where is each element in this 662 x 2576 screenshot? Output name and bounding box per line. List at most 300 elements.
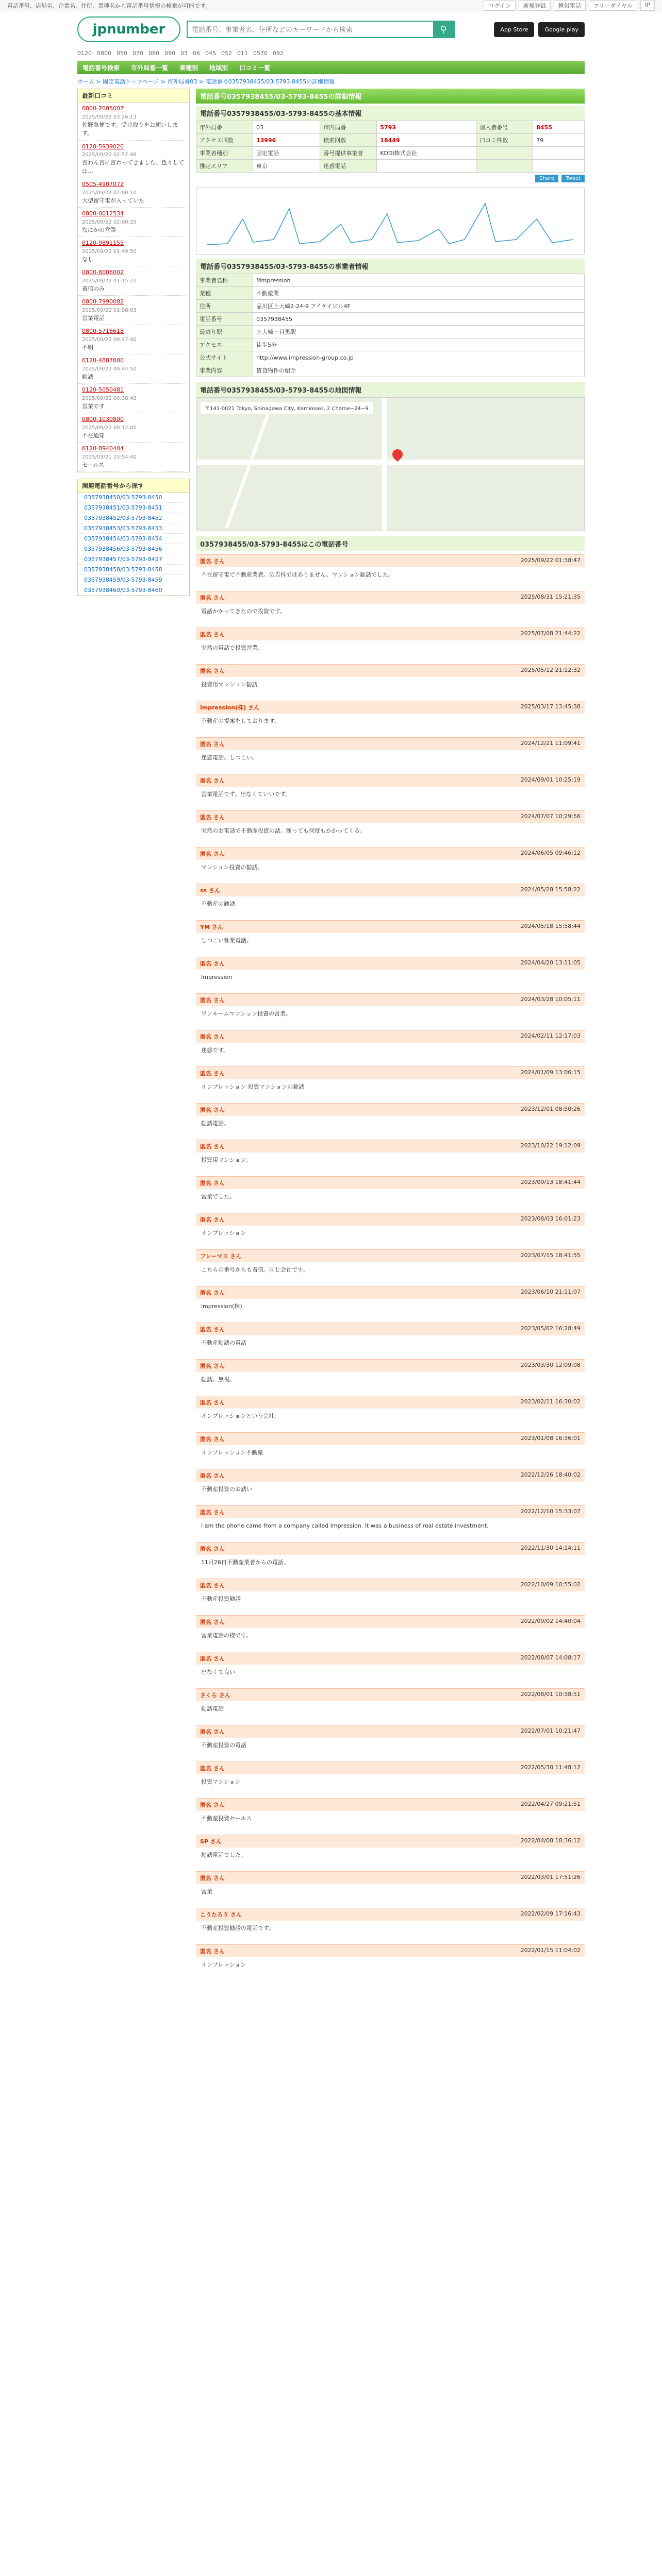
review-header bbox=[196, 1798, 585, 1811]
basic-info-cell: 固定電話 bbox=[253, 147, 320, 160]
review-date: 2024/05/28 15:58:22 bbox=[520, 886, 581, 893]
business-info-key: 公式サイト bbox=[196, 351, 253, 364]
basic-info-table bbox=[196, 121, 585, 173]
review-item bbox=[196, 1725, 585, 1758]
review-item bbox=[196, 993, 585, 1027]
review-date: 2024/04/20 13:11:05 bbox=[520, 959, 581, 966]
side-entry-text: セールス bbox=[82, 461, 105, 468]
review-text: 不動産投資セールス bbox=[201, 1815, 252, 1822]
main-nav-item[interactable]: 電話番号検索 bbox=[82, 64, 120, 72]
review-header bbox=[196, 1323, 585, 1335]
review-author: 匿名 さん bbox=[200, 1399, 225, 1406]
business-info-key: 事業者名称 bbox=[196, 274, 253, 287]
basic-info-cell bbox=[476, 147, 533, 160]
side-entry bbox=[78, 103, 189, 141]
business-info-key: 最寄り駅 bbox=[196, 326, 253, 338]
review-date: 2023/05/02 16:28:49 bbox=[520, 1325, 581, 1332]
review-author: 匿名 さん bbox=[200, 1655, 225, 1662]
basic-info-cell bbox=[377, 160, 476, 173]
review-author: こうたろう さん bbox=[200, 1911, 242, 1918]
basic-info-cell: 迷惑電話 bbox=[320, 160, 377, 173]
related-number-link[interactable]: 0357938458/03-5793-8458 bbox=[78, 565, 189, 575]
top-link[interactable]: IP bbox=[640, 1, 655, 11]
map-title: 電話番号0357938455/03-5793-8455の地図情報 bbox=[196, 382, 585, 397]
side-entry bbox=[78, 178, 189, 208]
related-number-link[interactable]: 0357938452/03-5793-8452 bbox=[78, 513, 189, 523]
map[interactable] bbox=[196, 397, 585, 531]
review-item bbox=[196, 1432, 585, 1466]
review-item bbox=[196, 737, 585, 771]
review-author: YM さん bbox=[200, 924, 223, 930]
review-item bbox=[196, 774, 585, 807]
reviews-list bbox=[196, 554, 585, 1978]
review-date: 2025/07/08 21:44:22 bbox=[520, 630, 581, 637]
review-header bbox=[196, 847, 585, 860]
review-header bbox=[196, 920, 585, 933]
main-nav-item[interactable]: 口コミ一覧 bbox=[239, 64, 271, 72]
basic-info-cell: 03 bbox=[253, 121, 320, 134]
side-entry bbox=[78, 384, 189, 413]
business-info-key: 電話番号 bbox=[196, 313, 253, 326]
side-entry-number[interactable]: 0800-7005007 bbox=[82, 105, 124, 112]
review-text: インプレッションという会社。 bbox=[201, 1413, 280, 1419]
review-item bbox=[196, 920, 585, 954]
review-header bbox=[196, 1542, 585, 1555]
business-info-value: 不動産業 bbox=[253, 287, 585, 300]
side-entry-text: 不在通知 bbox=[82, 432, 105, 439]
related-numbers-box bbox=[77, 479, 190, 596]
basic-info-cell: 口コミ件数 bbox=[476, 134, 533, 147]
site-logo[interactable]: jpnumber bbox=[77, 16, 180, 42]
review-text: 不動産勧誘の電話 bbox=[201, 1340, 246, 1346]
tagline: 電話番号、店舗名、企業名、住所、業種名から電話番号情報の検索が可能です。 bbox=[7, 2, 211, 9]
review-author: 匿名 さん bbox=[200, 1107, 225, 1113]
review-author: 匿名 さん bbox=[200, 1436, 225, 1443]
basic-info-cell: 市外局番 bbox=[196, 121, 253, 134]
side-entry-number[interactable]: 0800-7990082 bbox=[82, 298, 124, 305]
side-entry-text: 言わん言に言わってきました。色々しては… bbox=[82, 159, 184, 175]
review-text: 勧誘電話でした。 bbox=[201, 1852, 246, 1858]
review-item bbox=[196, 1176, 585, 1210]
related-number-link[interactable]: 0357938450/03-5793-8450 bbox=[78, 493, 189, 503]
review-author: 匿名 さん bbox=[200, 1948, 225, 1955]
review-date: 2022/02/09 17:16:43 bbox=[520, 1910, 581, 1917]
review-author: 匿名 さん bbox=[200, 741, 225, 748]
share-bar bbox=[196, 173, 585, 184]
main-nav-item[interactable]: 地域別 bbox=[209, 64, 228, 72]
review-header bbox=[196, 957, 585, 970]
side-entry-text: なし bbox=[82, 256, 93, 263]
review-date: 2022/05/30 11:48:12 bbox=[520, 1764, 581, 1771]
topbar bbox=[0, 0, 662, 11]
app-badges bbox=[494, 22, 585, 37]
number-nav-item[interactable]: 090 bbox=[164, 49, 175, 57]
review-text: 迷惑電話。しつこい。 bbox=[201, 754, 258, 761]
review-header bbox=[196, 810, 585, 823]
side-entry-number[interactable]: 0120-5050481 bbox=[82, 386, 124, 393]
review-item bbox=[196, 1871, 585, 1905]
review-header bbox=[196, 591, 585, 604]
review-header bbox=[196, 1359, 585, 1372]
basic-info-cell: アクセス回数 bbox=[196, 134, 253, 147]
review-header bbox=[196, 1396, 585, 1409]
related-number-link[interactable]: 0357938453/03-5793-8453 bbox=[78, 523, 189, 534]
review-item bbox=[196, 1688, 585, 1722]
review-header bbox=[196, 701, 585, 714]
review-item bbox=[196, 1579, 585, 1612]
review-author: 匿名 さん bbox=[200, 1363, 225, 1369]
review-header bbox=[196, 1944, 585, 1957]
review-date: 2022/08/01 10:38:51 bbox=[520, 1691, 581, 1698]
side-entry-date: 2025/09/22 01:15:22 bbox=[82, 278, 137, 284]
review-date: 2023/08/03 16:01:23 bbox=[520, 1215, 581, 1222]
review-item bbox=[196, 1396, 585, 1429]
review-header bbox=[196, 1066, 585, 1079]
review-text: 投資マンション bbox=[201, 1778, 241, 1785]
review-text: impression(株) bbox=[201, 1303, 242, 1310]
review-text: 迷惑です。 bbox=[201, 1047, 229, 1054]
top-link[interactable]: 携帯電話 bbox=[554, 1, 586, 11]
review-date: 2022/04/08 18:36:12 bbox=[520, 1837, 581, 1844]
review-text: Impression bbox=[201, 974, 233, 980]
review-date: 2023/10/22 19:12:09 bbox=[520, 1142, 581, 1149]
review-date: 2022/08/07 14:08:17 bbox=[520, 1654, 581, 1661]
review-author: 匿名 さん bbox=[200, 1619, 225, 1625]
side-entry bbox=[78, 443, 189, 472]
number-nav-item[interactable]: 092 bbox=[273, 49, 284, 57]
review-author: 匿名 さん bbox=[200, 1472, 225, 1479]
side-entry bbox=[78, 413, 189, 443]
related-number-link[interactable]: 0357938459/03-5793-8459 bbox=[78, 575, 189, 585]
review-author: 匿名 さん bbox=[200, 1070, 225, 1077]
sidebar bbox=[77, 89, 190, 1978]
business-info-key: 業種 bbox=[196, 287, 253, 300]
review-author: 匿名 さん bbox=[200, 1802, 225, 1808]
side-entry bbox=[78, 354, 189, 384]
number-nav-item[interactable]: 050 bbox=[117, 49, 127, 57]
review-date: 2023/02/11 16:30:02 bbox=[520, 1398, 581, 1405]
review-header bbox=[196, 1871, 585, 1884]
side-entry-date: 2025/09/22 01:49:50 bbox=[82, 248, 137, 255]
side-entry-text: 佐野急便です。受け取りをお願いします。 bbox=[82, 121, 178, 137]
review-date: 2024/09/01 10:25:19 bbox=[520, 776, 581, 783]
related-number-link[interactable]: 0357938454/03-5793-8454 bbox=[78, 534, 189, 544]
side-entry-number[interactable]: 0800-0012534 bbox=[82, 210, 124, 217]
review-date: 2022/03/01 17:51:26 bbox=[520, 1874, 581, 1880]
review-item bbox=[196, 1249, 585, 1283]
review-item bbox=[196, 701, 585, 734]
review-item bbox=[196, 554, 585, 588]
business-info-value: 上大崎・目黒駅 bbox=[253, 326, 585, 338]
review-text: インプレッション 投資マンションの勧誘 bbox=[201, 1083, 305, 1090]
review-item bbox=[196, 1542, 585, 1575]
review-header bbox=[196, 884, 585, 896]
review-item bbox=[196, 810, 585, 844]
side-entry-date: 2025/09/22 00:47:40 bbox=[82, 336, 137, 343]
side-entry bbox=[78, 208, 189, 237]
side-entry bbox=[78, 141, 189, 179]
business-info-value: http://www.impression-group.co.jp bbox=[253, 351, 585, 364]
review-author: 匿名 さん bbox=[200, 1290, 225, 1296]
side-entry-number[interactable]: 0120-9891155 bbox=[82, 240, 124, 246]
review-date: 2025/08/31 15:21:35 bbox=[520, 594, 581, 600]
related-number-link[interactable]: 0357938457/03-5793-8457 bbox=[78, 554, 189, 565]
review-item bbox=[196, 1213, 585, 1246]
review-author: 匿名 さん bbox=[200, 1033, 225, 1040]
review-header bbox=[196, 1505, 585, 1518]
related-number-link[interactable]: 0357938460/03-5793-8460 bbox=[78, 585, 189, 596]
app-badge[interactable]: Google play bbox=[538, 22, 585, 37]
search-button[interactable] bbox=[433, 22, 454, 37]
basic-info-cell: 東京 bbox=[253, 160, 320, 173]
side-entry-number[interactable]: 0120-5939020 bbox=[82, 143, 124, 150]
number-nav-item[interactable]: 06 bbox=[193, 49, 200, 57]
review-header bbox=[196, 1652, 585, 1665]
side-entry bbox=[78, 237, 189, 266]
review-item bbox=[196, 628, 585, 661]
number-nav-item[interactable]: 011 bbox=[237, 49, 248, 57]
review-text: 勧誘電話。 bbox=[201, 1120, 229, 1127]
access-graph bbox=[196, 188, 585, 255]
review-header bbox=[196, 1579, 585, 1591]
number-nav-item[interactable]: 03 bbox=[180, 49, 188, 57]
side-entry-text: 不明 bbox=[82, 344, 93, 351]
review-header bbox=[196, 993, 585, 1006]
review-header bbox=[196, 554, 585, 567]
app-badge[interactable]: App Store bbox=[494, 22, 534, 37]
review-author: 匿名 さん bbox=[200, 1509, 225, 1516]
breadcrumb[interactable]: ホーム > 固定電話トップページ > 市外局番03 > 電話番号0357938455/03-5793-8455の詳細情報 bbox=[77, 78, 335, 85]
basic-info-cell: 79 bbox=[533, 134, 585, 147]
page-title: 電話番号0357938455/03-5793-8455の詳細情報 bbox=[196, 89, 585, 104]
review-item bbox=[196, 1103, 585, 1137]
business-info-title: 電話番号0357938455/03-5793-8455の事業者情報 bbox=[196, 259, 585, 274]
header bbox=[0, 11, 662, 47]
side-entry-number[interactable]: 0800-1030800 bbox=[82, 416, 124, 422]
review-author: impression(株) さん bbox=[200, 704, 260, 711]
review-text: I am the phone came from a company called Impression. It was a business of real estate investment. bbox=[201, 1522, 489, 1529]
basic-info-cell: 加入者番号 bbox=[476, 121, 533, 134]
number-nav-item[interactable]: 045 bbox=[205, 49, 216, 57]
review-date: 2023/07/15 18:41:55 bbox=[520, 1252, 581, 1259]
review-header bbox=[196, 1286, 585, 1299]
review-text: 投資用マンション。 bbox=[201, 1157, 252, 1163]
review-author: 匿名 さん bbox=[200, 777, 225, 784]
review-author: 匿名 さん bbox=[200, 558, 225, 565]
review-header bbox=[196, 1432, 585, 1445]
side-entry bbox=[78, 266, 189, 296]
side-entry-text: 勧誘 bbox=[82, 373, 93, 380]
side-entry-text: なにかの営業 bbox=[82, 226, 116, 233]
review-header bbox=[196, 1176, 585, 1189]
number-nav-item[interactable]: 080 bbox=[148, 49, 159, 57]
review-item bbox=[196, 1030, 585, 1063]
review-author: フレーマス さん bbox=[200, 1253, 242, 1260]
review-date: 2024/03/28 10:05:11 bbox=[520, 996, 581, 1003]
main-nav-item[interactable]: 業種別 bbox=[179, 64, 198, 72]
review-text: 営業電話の様です。 bbox=[201, 1632, 252, 1639]
number-nav-item[interactable]: 052 bbox=[221, 49, 232, 57]
review-text: 不在留守電で不動産業者。広告枠ではありません。マンション勧誘でした。 bbox=[201, 571, 394, 578]
review-date: 2024/05/18 15:58:44 bbox=[520, 923, 581, 929]
top-link[interactable]: ログイン bbox=[484, 1, 515, 11]
review-header bbox=[196, 1688, 585, 1701]
side-entry-text: 大型留守電が入っていた bbox=[82, 197, 144, 204]
review-text: 出なくて良い bbox=[201, 1669, 235, 1675]
tweet-button[interactable]: Tweet bbox=[561, 175, 585, 182]
review-author: 匿名 さん bbox=[200, 960, 225, 967]
search-box bbox=[187, 21, 455, 38]
review-date: 2024/01/09 13:06:15 bbox=[520, 1069, 581, 1076]
side-entry-number[interactable]: 0120-4887600 bbox=[82, 357, 124, 364]
side-entry bbox=[78, 325, 189, 354]
review-text: インプレッション不動産 bbox=[201, 1449, 263, 1456]
side-entry-date: 2025/09/22 00:38:43 bbox=[82, 395, 137, 401]
review-item bbox=[196, 1761, 585, 1795]
review-item bbox=[196, 1066, 585, 1100]
review-item bbox=[196, 1798, 585, 1832]
review-header bbox=[196, 1615, 585, 1628]
review-item bbox=[196, 847, 585, 880]
review-date: 2025/03/17 13:45:38 bbox=[520, 703, 581, 710]
side-entry-date: 2025/09/22 03:26:13 bbox=[82, 114, 137, 120]
review-text: 不動産投資の電話 bbox=[201, 1742, 246, 1749]
review-date: 2022/09/02 14:40:04 bbox=[520, 1618, 581, 1624]
review-date: 2024/07/07 10:29:56 bbox=[520, 813, 581, 820]
related-number-link[interactable]: 0357938456/03-5793-8456 bbox=[78, 544, 189, 554]
basic-info-cell: 18449 bbox=[377, 134, 476, 147]
review-date: 2022/12/10 15:33:07 bbox=[520, 1508, 581, 1515]
review-header bbox=[196, 1030, 585, 1043]
review-item bbox=[196, 1908, 585, 1941]
review-author: 匿名 さん bbox=[200, 1326, 225, 1333]
review-item bbox=[196, 1140, 585, 1173]
business-info-value: Mmpression bbox=[253, 274, 585, 287]
review-date: 2023/03/30 12:09:08 bbox=[520, 1362, 581, 1368]
number-nav-item[interactable]: 0570 bbox=[253, 49, 268, 57]
review-author: 匿名 さん bbox=[200, 1216, 225, 1223]
review-item bbox=[196, 591, 585, 624]
side-entry-number[interactable]: 0800-8006002 bbox=[82, 269, 124, 276]
review-date: 2022/07/01 10:21:47 bbox=[520, 1727, 581, 1734]
basic-info-cell bbox=[476, 160, 533, 173]
basic-info-cell: 検索回数 bbox=[320, 134, 377, 147]
business-info-table bbox=[196, 274, 585, 377]
basic-info-cell bbox=[533, 147, 585, 160]
side-entry-date: 2025/09/22 02:00:25 bbox=[82, 219, 137, 225]
map-address: 〒141-0021 Tokyo, Shinagawa City, Kamiosaki, 2 Chome−24−9 bbox=[201, 402, 373, 414]
side-entry-number[interactable]: 0505-4907072 bbox=[82, 181, 124, 188]
side-entry-text: 着信のみ bbox=[82, 285, 105, 292]
new-reviews-box bbox=[77, 89, 190, 472]
side-entry-number[interactable]: 0120-8940404 bbox=[82, 445, 124, 452]
main-nav bbox=[77, 61, 585, 74]
review-item bbox=[196, 1505, 585, 1539]
side-entry-date: 2025/09/22 01:08:03 bbox=[82, 307, 137, 313]
review-header bbox=[196, 1835, 585, 1848]
business-info-value: 賃貸物件の紹介 bbox=[253, 364, 585, 377]
review-author: 匿名 さん bbox=[200, 997, 225, 1004]
review-text: 不動産の勧誘 bbox=[201, 901, 235, 907]
review-date: 2025/09/22 01:38:47 bbox=[520, 557, 581, 564]
basic-info-cell bbox=[533, 160, 585, 173]
review-author: 匿名 さん bbox=[200, 1180, 225, 1187]
review-text: 営業 bbox=[201, 1888, 212, 1895]
number-nav-item[interactable]: 0120 bbox=[77, 49, 92, 57]
review-author: 匿名 さん bbox=[200, 595, 225, 601]
side-entry-text: 営業電話 bbox=[82, 314, 105, 321]
review-author: 匿名 さん bbox=[200, 1765, 225, 1772]
review-header bbox=[196, 1725, 585, 1738]
review-date: 2023/01/08 16:36:01 bbox=[520, 1435, 581, 1442]
review-header bbox=[196, 1249, 585, 1262]
basic-info-cell: 事業者種別 bbox=[196, 147, 253, 160]
review-header bbox=[196, 628, 585, 640]
review-item bbox=[196, 1359, 585, 1393]
review-author: 匿名 さん bbox=[200, 1143, 225, 1150]
review-author: 匿名 さん bbox=[200, 1728, 225, 1735]
review-date: 2022/10/09 10:55:02 bbox=[520, 1581, 581, 1588]
review-text: しつこい営業電話。 bbox=[201, 937, 252, 944]
review-text: 不動産投資のお誘い bbox=[201, 1486, 252, 1493]
business-info-key: アクセス bbox=[196, 338, 253, 351]
review-header bbox=[196, 774, 585, 787]
top-link[interactable]: フリーダイヤル bbox=[589, 1, 637, 11]
review-item bbox=[196, 1286, 585, 1319]
business-info-value: 0357938455 bbox=[253, 313, 585, 326]
review-date: 2022/11/30 14:14:11 bbox=[520, 1545, 581, 1551]
review-date: 2022/04/27 09:21:51 bbox=[520, 1801, 581, 1807]
basic-info-cell: KDDI株式会社 bbox=[377, 147, 476, 160]
review-text: 営業でした。 bbox=[201, 1193, 235, 1200]
review-date: 2023/09/13 18:41:44 bbox=[520, 1179, 581, 1185]
number-nav-item[interactable]: 070 bbox=[133, 49, 143, 57]
review-text: インプレッション bbox=[201, 1230, 246, 1236]
review-author: 匿名 さん bbox=[200, 814, 225, 821]
review-item bbox=[196, 884, 585, 917]
review-author: 匿名 さん bbox=[200, 1875, 225, 1882]
top-link[interactable]: 新規登録 bbox=[519, 1, 551, 11]
top-links bbox=[484, 1, 655, 11]
number-nav bbox=[0, 47, 662, 59]
share-button[interactable]: Share bbox=[535, 175, 558, 182]
review-text: 勧誘電話 bbox=[201, 1705, 224, 1712]
review-date: 2025/05/12 21:12:32 bbox=[520, 667, 581, 673]
basic-info-cell: 13996 bbox=[253, 134, 320, 147]
number-nav-item[interactable]: 0800 bbox=[97, 49, 111, 57]
review-text: 11月26日不動産業者からの電話。 bbox=[201, 1559, 289, 1566]
review-item bbox=[196, 664, 585, 698]
review-date: 2024/02/11 12:17:03 bbox=[520, 1032, 581, 1039]
review-author: さくら さん bbox=[200, 1692, 230, 1699]
review-date: 2022/12/26 18:40:02 bbox=[520, 1471, 581, 1478]
review-author: 匿名 さん bbox=[200, 1582, 225, 1589]
review-text: 不動産の提案をしております。 bbox=[201, 718, 280, 724]
basic-info-cell: 推定エリア bbox=[196, 160, 253, 173]
main-nav-item[interactable]: 市外局番一覧 bbox=[131, 64, 169, 72]
side-entry-date: 2025/09/22 02:52:46 bbox=[82, 152, 137, 158]
related-number-link[interactable]: 0357938451/03-5793-8451 bbox=[78, 503, 189, 513]
review-text: 不動産投資勧誘 bbox=[201, 1596, 241, 1602]
side-entry-text: 営業です bbox=[82, 402, 105, 410]
side-entry-number[interactable]: 0800-5716618 bbox=[82, 328, 124, 334]
business-info-key: 住所 bbox=[196, 300, 253, 313]
review-text: 突然の電話で投資営業。 bbox=[201, 645, 263, 651]
search-input[interactable] bbox=[188, 22, 433, 37]
review-item bbox=[196, 1323, 585, 1356]
basic-info-cell: 5793 bbox=[377, 121, 476, 134]
review-author: SP さん bbox=[200, 1838, 222, 1845]
